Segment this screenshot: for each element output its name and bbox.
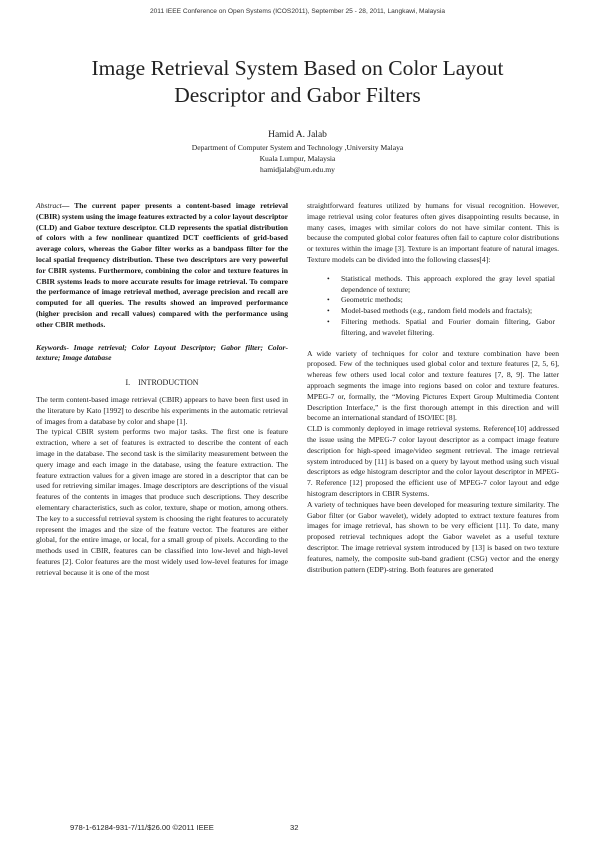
list-item: • Model-based methods (e.g., random field models and fractals); — [307, 306, 559, 317]
footer-isbn: 978-1-61284-931-7/11/$26.00 ©2011 IEEE — [70, 823, 214, 832]
paper-title — [40, 55, 555, 109]
author-block — [60, 128, 535, 175]
intro-paragraph-2: The typical CBIR system performs two major tasks. The first one is feature extraction, where a set of features is extracted to describe the content of each image in the database. The second task is the similarity measurement between the query image and each image in the database, using the feature extraction. The feature extraction values for a given image are stored in a descriptor that can be used for retrieving similar images. Image descriptors are descriptions of the visual features of the contents in images that produce such descriptions. They describe elementary characteristics, such as color, texture, shape or motion, among others. The key to a successful retrieval system is choosing the right features to accurately represent the images and the size of the feature vector. The features are either global, for the entire image, or local, for a small group of pixels. According to the methods used in CBIR, features can be classified into low-level and high-level features [2]. Color features are the most widely used low-level features for image retrieval because it is one of the most — [36, 427, 288, 577]
abstract-lead: Abstract — [36, 201, 62, 210]
page-number: 32 — [290, 823, 299, 832]
list-item: • Filtering methods. Spatial and Fourier domain filtering, Gabor filtering, and wavelet filtering. — [307, 317, 559, 339]
left-column — [36, 201, 288, 579]
list-item: • Geometric methods; — [307, 295, 559, 306]
section-number: I. — [125, 378, 131, 388]
keywords: Keywords- Image retrieval; Color Layout Descriptor; Gabor filter; Color-texture; Image database — [36, 342, 288, 363]
author-name: Hamid A. Jalab — [268, 130, 327, 140]
title-line-1: Image Retrieval System Based on Color Layout — [91, 56, 504, 80]
abstract-text: — The current paper presents a content-based image retrieval (CBIR) system using the image features extracted by a color layout descriptor (CLD) and Gabor texture descriptor. CLD represents the spatial distribution of colors with a few nonlinear quantized DCT coefficients of grid-based average colors, whereas the Gabor filter works as a bandpass filter for the local spatial frequency distribution. These two descriptors are very powerful for CBIR systems. Furthermore, combining the color and texture features in CBIR systems leads to more accurate results for image retrieval. To compare the performance of image retrieval method, average precision and recall are computed for all queries. The results showed an improved performance (higher precision and recall values) compared with the performance using other CBIR methods. — [36, 201, 288, 329]
intro-paragraph-1: The term content-based image retrieval (CBIR) appears to have been first used in the literature by Kato [1992] to describe his experiments in the automatic retrieval of images from a database by color and shape [1]. — [36, 394, 288, 426]
section-title-rest: NTRODUCTION — [140, 378, 199, 388]
list-item: • Statistical methods. This approach explored the gray level spatial dependence of texture; — [307, 274, 559, 296]
section-heading-introduction — [36, 378, 288, 389]
abstract — [36, 201, 288, 331]
right-paragraph-3: CLD is commonly deployed in image retrieval systems. Reference[10] addressed the issue using the MPEG-7 color layout descriptor as a compact image feature description for high-speed image/video segment retrieval. The image retrieval system introduced by [11] is based on a query by layout method using such visual descriptors as edge histogram descriptor and the color layout descriptor in MPEG-7. Reference [12] proposed the efficient use of MPEG-7 color layout and edge histogram descriptors in CBIR Systems. — [307, 424, 559, 498]
section-first-letter: I — [138, 378, 141, 388]
right-paragraph-4: A variety of techniques have been developed for measuring texture similarity. The Gabor filter (or Gabor wavelet), widely adopted to extract texture features from images for image retrieval, has shown to be very efficient [11]. To date, many proposed retrieval techniques adopt the Gabor wavelet as a useful texture descriptor. The image retrieval system introduced by [13] is based on two texture features, namely, the composite sub-band gradient (CSG) vector and the energy distribution pattern (EDP)-string. Both features are generated — [307, 499, 559, 574]
right-paragraph-1: straightforward features utilized by humans for visual recognition. However, image retrieval using color features often gives disappointing results because, in many cases, images with similar colors do not have similar content. This is because the computed global color features often fail to capture color distributions or textures within the image [3]. Texture is an important feature of natural images. Texture models can be divided into the following classes[4]: — [307, 201, 559, 264]
right-paragraph-2: A wide variety of techniques for color and texture combination have been proposed. Few of the techniques used global color and texture features [2, 5, 6], whereas few others used local color and texture features [7, 8, 9]. The latter approach segments the image into regions based on color and texture features. MPEG-7 or, formally, the “Moving Pictures Expert Group Multimedia Content Description Interface,” is the first thorough attempt in this direction and will become an international standard of ISO/IEC [8]. — [307, 348, 559, 423]
author-location: Kuala Lumpur, Malaysia — [259, 154, 336, 163]
author-affiliation: Department of Computer System and Technology ,University Malaya — [191, 143, 404, 152]
author-email[interactable]: hamidjalab@um.edu.my — [260, 165, 335, 174]
right-column — [307, 201, 559, 575]
texture-models-list — [307, 274, 559, 339]
conference-header: 2011 IEEE Conference on Open Systems (ICOS2011), September 25 - 28, 2011, Langkawi, Malaysia — [149, 8, 446, 15]
title-line-2: Descriptor and Gabor Filters — [174, 83, 421, 107]
